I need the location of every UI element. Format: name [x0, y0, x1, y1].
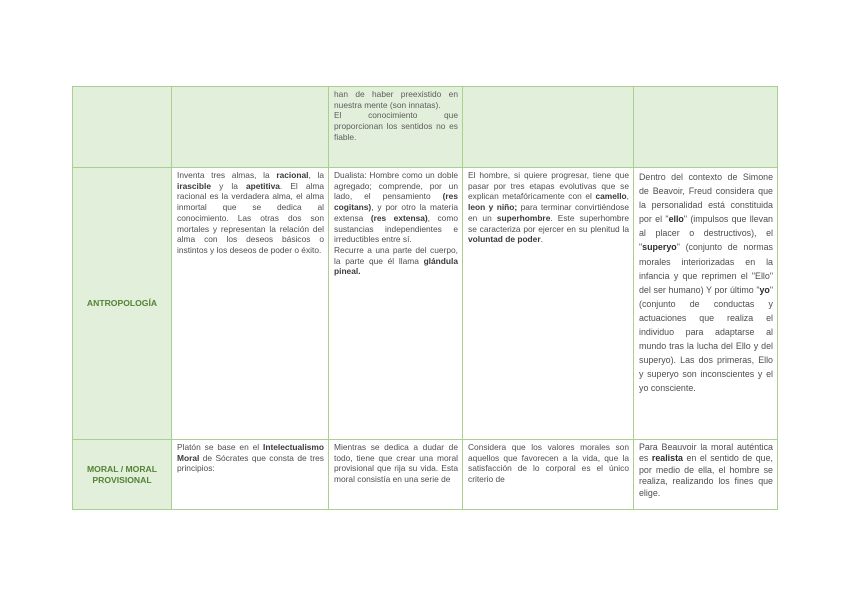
text-bold: racional	[276, 170, 309, 180]
text-bold: glándula pineal.	[334, 255, 458, 277]
row-label-antropologia: ANTROPOLOGÍA	[73, 168, 172, 440]
text-run: en el sentido de que, por medio de ella, el hombre se realiza, realizando los fines que elige.	[639, 453, 773, 498]
text-bold: Intelectualismo Moral	[177, 442, 324, 463]
table-cell	[463, 87, 634, 168]
text-run: Dualista: Hombre como un doble agregado; comprende, por un lado, el pensamiento	[334, 170, 458, 202]
text-bold: camello	[595, 191, 627, 202]
table-cell	[329, 87, 463, 168]
text-run: . El alma racional es la verdadera alma, el alma inmortal que se dedica al conocimiento. Las otras dos son mortales y representan la relación del alma con los deseos básicos o instintos y los deseos de poder o éxito.	[177, 180, 324, 255]
table-cell	[172, 87, 329, 168]
table-cell	[634, 168, 778, 440]
text-run: de Sócrates que consta de tres principios:	[177, 452, 324, 474]
text-bold: irascible	[177, 180, 211, 191]
text-bold: yo	[759, 284, 770, 295]
text-run: Recurre a una parte del cuerpo, la parte que él llama	[334, 244, 458, 266]
text-run: Para Beauvoir la moral auténtica es	[639, 442, 773, 464]
text-run: " (impulsos que llevan al placer o destructivos), el "	[639, 214, 773, 253]
text-run: Platón se base en el	[177, 442, 264, 452]
row-label-moral: MORAL / MORAL PROVISIONAL	[73, 440, 172, 510]
table-cell: Mientras se dedica a dudar de todo, tiene que crear una moral provisional que rija su vida. Esta moral consistía en una serie de	[329, 440, 463, 510]
text-run: . Este superhombre se caracteriza por ejercer en su plenitud la	[468, 212, 629, 234]
table-row	[73, 168, 778, 440]
cell-paragraph	[334, 170, 458, 245]
text-bold: superyo	[642, 242, 677, 253]
text-bold: realista	[651, 453, 683, 464]
text-run: .	[540, 234, 543, 245]
text-run: Dentro del contexto de Simone de Beavoir, Freud considera que la personalidad está constituida por el "	[639, 172, 773, 225]
text-bold: leon y niño;	[468, 202, 518, 213]
table-cell	[634, 87, 778, 168]
text-run: ,	[626, 191, 629, 202]
cell-paragraph: han de haber preexistido en nuestra mente (son innatas).	[334, 89, 458, 110]
table-row	[73, 440, 778, 510]
text-bold: superhombre	[496, 212, 551, 223]
table-cell	[172, 440, 329, 510]
text-run: Inventa tres almas, la	[177, 170, 277, 180]
table-cell	[172, 168, 329, 440]
text-run: , la	[308, 170, 324, 180]
row-label-empty	[73, 87, 172, 168]
text-bold: (res extensa)	[370, 212, 428, 223]
text-run: y la	[211, 180, 246, 191]
table-cell	[463, 168, 634, 440]
text-bold: ello	[668, 214, 684, 225]
text-run: " (conjunto de conductas y actuaciones que realiza el individuo para adaptarse al mundo tras la lucha del Ello y del superyo). Las dos primeras, Ello y superyo son inconscientes y el yo consciente.	[639, 284, 773, 394]
philosophy-comparison-table	[72, 86, 778, 510]
text-run: para terminar convirtiéndose en un	[468, 202, 629, 223]
table-cell	[329, 168, 463, 440]
text-run: El hombre, si quiere progresar, tiene que pasar por tres etapas evolutivas que se explican metafóricamente con el	[468, 170, 629, 202]
table-cell	[634, 440, 778, 510]
text-run: " (conjunto de normas morales interiorizadas en la infancia y que reprimen el "Ello" del ser humano) Y por último "	[639, 242, 773, 295]
cell-paragraph: El conocimiento que proporcionan los sentidos no es fiable.	[334, 110, 458, 142]
text-bold: (res cogitans)	[334, 191, 458, 213]
cell-paragraph	[334, 245, 458, 277]
table-cell: Considera que los valores morales son aquellos que favorecen a la vida, que la satisfacción de lo corporal es el único criterio de	[463, 440, 634, 510]
table-row	[73, 87, 778, 168]
text-bold: voluntad de poder	[468, 234, 541, 245]
text-bold: apetitiva	[245, 180, 280, 191]
text-run: , como sustancias independientes e irreductibles entre sí.	[334, 212, 458, 245]
text-run: , y por otro la materia extensa	[334, 202, 458, 223]
